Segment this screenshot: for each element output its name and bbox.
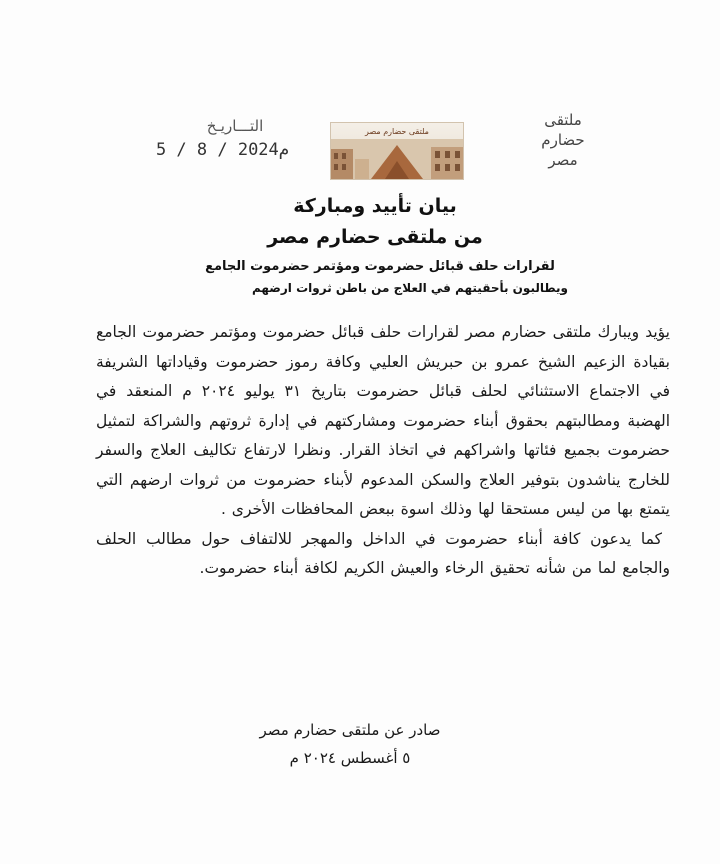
logo-text: ملتقى حضارم مصر <box>365 127 429 136</box>
org-name-line-1: ملتقى <box>544 111 582 129</box>
signature-issuer: صادر عن ملتقى حضارم مصر <box>259 721 441 739</box>
subtitle-line-1: لقرارات حلف قبائل حضرموت ومؤتمر حضرموت الجامع <box>205 259 555 274</box>
org-name-header <box>518 110 608 170</box>
title-line-1: بيان تأييد ومباركة <box>293 195 457 217</box>
title-line-2: من ملتقى حضارم مصر <box>267 226 483 248</box>
signature-block <box>250 716 450 772</box>
body-paragraph-1: يؤيد ويبارك ملتقى حضارم مصر لقرارات حلف قبائل حضرموت ومؤتمر حضرموت الجامع بقيادة الزعيم الشيخ عمرو بن حبريش العليي وكافة رموز حضرموت وقياداتها الشريفة في الاجتماع الاستثنائي لحلف قبائل حضرموت بتاريخ ٣١ يوليو ٢٠٢٤ م المنعقد في الهضبة ومطالبتهم بحقوق أبناء حضرموت ومشاركتهم في إدارة ثروتهم والشراكة لتمثيل حضرموت بجميع فئاتها واشراكهم في اتخاذ القرار. ونظرا لارتفاع تكاليف العلاج والسفر للخارج يناشدون بتوفير العلاج والسكن المدعوم لأبناء حضرموت من ثروات ارضهم التي يتمتع بها من ليس مستحقا لها وذلك اسوة ببعض المحافظات الأخرى . <box>96 323 670 518</box>
org-name-line-3: مصر <box>548 151 578 169</box>
signature-date: ٥ أغسطس ٢٠٢٤ م <box>289 749 411 767</box>
org-logo <box>330 122 464 180</box>
date-label: التـــاريـخ <box>206 117 264 135</box>
org-name-line-2: حضارم <box>541 131 585 149</box>
body-paragraph-2: كما يدعون كافة أبناء حضرموت في الداخل والمهجر للالتفاف حول مطالب الحلف والجامع لما من شأنه تحقيق الرخاء والعيش الكريم لكافة أبناء حضرموت. <box>96 529 670 577</box>
logo-building-image <box>331 139 463 179</box>
statement-body <box>96 318 670 584</box>
date-value: 5 / 8 / 2024م <box>155 140 290 160</box>
subtitle-line-2: ويطالبون بأحقيتهم في العلاج من باطن ثروات ارضهم <box>251 281 569 295</box>
